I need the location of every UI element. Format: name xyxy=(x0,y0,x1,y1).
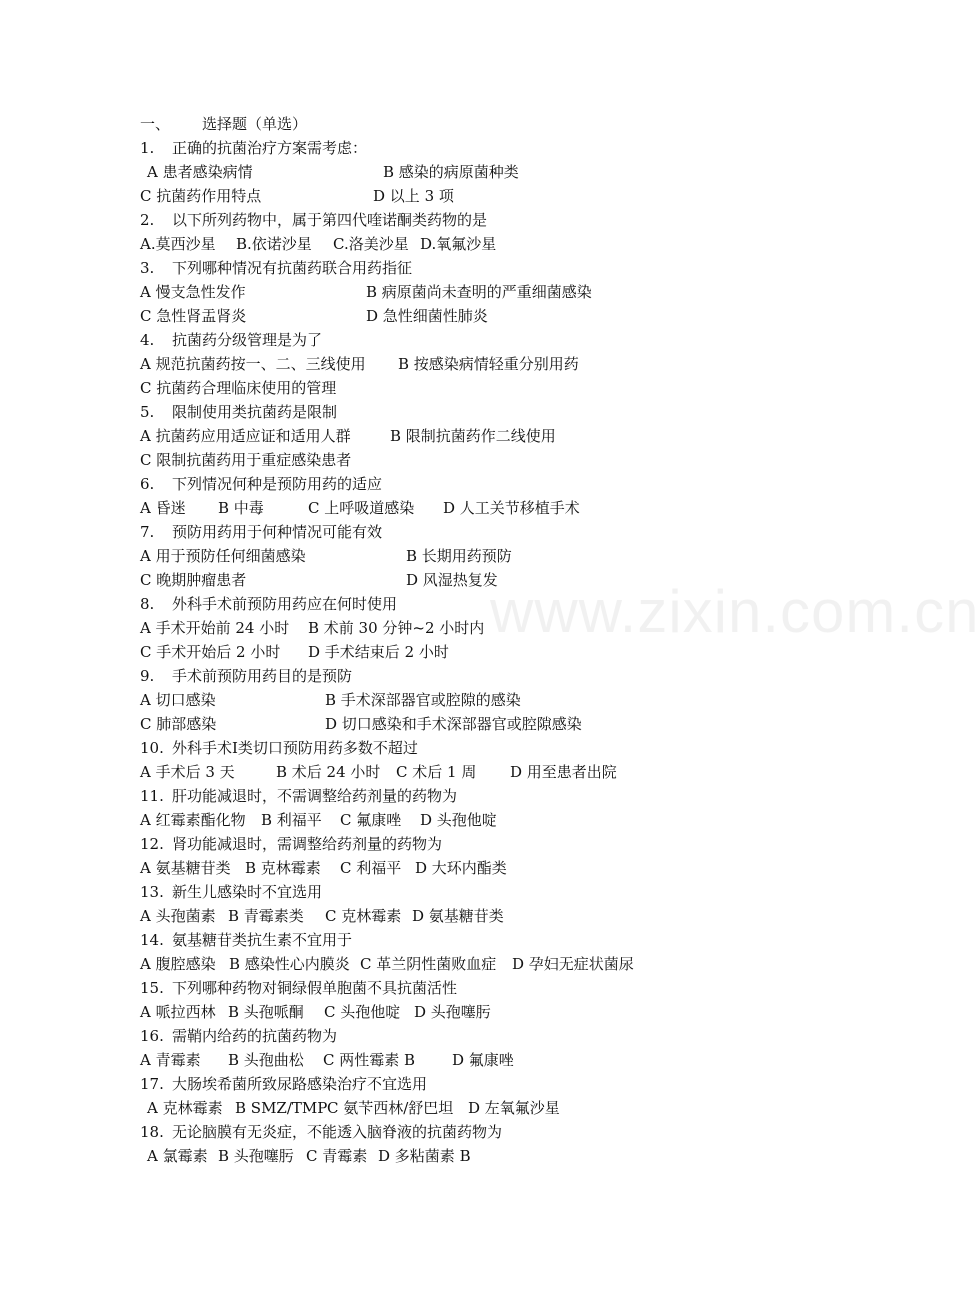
option-c: C 利福平 xyxy=(340,859,402,877)
question-text: 以下所列药物中，属于第四代喹诺酮类药物的是 xyxy=(172,211,488,229)
option-a: A 用于预防任何细菌感染 xyxy=(140,547,306,565)
option-c: C 抗菌药作用特点 xyxy=(140,187,262,205)
option-a: A 昏迷 xyxy=(140,499,186,517)
question-stem xyxy=(140,400,337,424)
option-b: B 头孢曲松 xyxy=(228,1051,304,1069)
option-c: C 青霉素 xyxy=(306,1147,368,1165)
option-d: D 头孢噻肟 xyxy=(414,1003,491,1021)
question-text: 正确的抗菌治疗方案需考虑： xyxy=(172,139,368,157)
option-d: D 急性细菌性肺炎 xyxy=(366,307,488,325)
option-b: B 限制抗菌药作二线使用 xyxy=(390,427,556,445)
option-d: D 孕妇无症状菌尿 xyxy=(512,955,634,973)
question-text: 氨基糖苷类抗生素不宜用于 xyxy=(172,931,353,949)
question-stem xyxy=(140,976,457,1000)
option-d: D 风湿热复发 xyxy=(406,571,498,589)
option-a: A 切口感染 xyxy=(140,691,216,709)
question-number: 16. xyxy=(140,1027,164,1045)
question-number: 2. xyxy=(140,211,155,229)
question-text: 新生儿感染时不宜选用 xyxy=(172,883,323,901)
option-a: A 手术开始前 24 小时 xyxy=(140,619,290,637)
question-number: 7. xyxy=(140,523,155,541)
option-d: D.氧氟沙星 xyxy=(420,235,497,253)
question-stem xyxy=(140,1072,427,1096)
question-stem xyxy=(140,1024,337,1048)
option-d: D 头孢他啶 xyxy=(420,811,497,829)
option-c: C 两性霉素 B xyxy=(323,1051,416,1069)
question-text: 肾功能减退时，需调整给药剂量的药物为 xyxy=(172,835,443,853)
option-a: A 手术后 3 天 xyxy=(140,763,235,781)
question-number: 4. xyxy=(140,331,155,349)
option-b: B 青霉素类 xyxy=(228,907,304,925)
question-text: 外科手术Ⅰ类切口预防用药多数不超过 xyxy=(172,739,418,757)
option-c: C 抗菌药合理临床使用的管理 xyxy=(140,379,337,397)
option-c: C 革兰阴性菌败血症 xyxy=(360,955,497,973)
option-a: A 抗菌药应用适应证和适用人群 xyxy=(140,427,351,445)
option-c: C 手术开始后 2 小时 xyxy=(140,643,281,661)
question-number: 10. xyxy=(140,739,164,757)
option-a: A 患者感染病情 xyxy=(147,163,253,181)
question-text: 下列哪种药物对铜绿假单胞菌不具抗菌活性 xyxy=(172,979,458,997)
option-a: A.莫西沙星 xyxy=(140,235,216,253)
option-b: B SMZ/TMP xyxy=(235,1099,328,1117)
question-stem xyxy=(140,928,352,952)
option-c: C 氟康唑 xyxy=(340,811,402,829)
option-a: A 克林霉素 xyxy=(147,1099,223,1117)
question-text: 预防用药用于何种情况可能有效 xyxy=(172,523,383,541)
option-a: A 规范抗菌药按一、二、三线使用 xyxy=(140,355,366,373)
option-d: D 人工关节移植手术 xyxy=(443,499,580,517)
option-c: C 晚期肿瘤患者 xyxy=(140,571,247,589)
question-stem xyxy=(140,784,457,808)
question-stem xyxy=(140,136,367,160)
question-number: 18. xyxy=(140,1123,164,1141)
option-b: B 按感染病情轻重分别用药 xyxy=(398,355,579,373)
question-number: 5. xyxy=(140,403,155,421)
question-text: 外科手术前预防用药应在何时使用 xyxy=(172,595,398,613)
option-b: B 病原菌尚未查明的严重细菌感染 xyxy=(366,283,592,301)
question-number: 6. xyxy=(140,475,155,493)
question-stem xyxy=(140,1120,502,1144)
question-stem xyxy=(140,832,442,856)
question-number: 8. xyxy=(140,595,155,613)
option-b: B 中毒 xyxy=(218,499,264,517)
option-a: A 氨基糖苷类 xyxy=(140,859,231,877)
question-number: 15. xyxy=(140,979,164,997)
option-d: D 手术结束后 2 小时 xyxy=(308,643,449,661)
question-number: 17. xyxy=(140,1075,164,1093)
question-text: 下列情况何种是预防用药的适应 xyxy=(172,475,383,493)
option-c: C 氨苄西林/舒巴坦 xyxy=(327,1099,454,1117)
option-b: B 头孢噻肟 xyxy=(218,1147,294,1165)
section-title: 选择题（单选） xyxy=(202,115,308,133)
option-d: D 氨基糖苷类 xyxy=(412,907,504,925)
option-d: D 切口感染和手术深部器官或腔隙感染 xyxy=(325,715,582,733)
watermark: www.zixin.com.cn xyxy=(490,578,979,645)
option-a: A 腹腔感染 xyxy=(140,955,216,973)
question-text: 无论脑膜有无炎症，不能透入脑脊液的抗菌药物为 xyxy=(172,1123,503,1141)
option-b: B 克林霉素 xyxy=(245,859,321,877)
question-number: 9. xyxy=(140,667,155,685)
question-stem xyxy=(140,880,322,904)
question-stem xyxy=(140,208,487,232)
option-c: C 术后 1 周 xyxy=(396,763,477,781)
question-stem xyxy=(140,256,412,280)
question-stem xyxy=(140,472,382,496)
option-a: A 慢支急性发作 xyxy=(140,283,246,301)
question-number: 13. xyxy=(140,883,164,901)
question-text: 需鞘内给药的抗菌药物为 xyxy=(172,1027,338,1045)
option-a: A 头孢菌素 xyxy=(140,907,216,925)
question-number: 14. xyxy=(140,931,164,949)
option-a: A 哌拉西林 xyxy=(140,1003,216,1021)
option-b: B.依诺沙星 xyxy=(236,235,312,253)
question-text: 抗菌药分级管理是为了 xyxy=(172,331,323,349)
question-text: 手术前预防用药目的是预防 xyxy=(172,667,353,685)
option-c: C 克林霉素 xyxy=(325,907,402,925)
option-d: D 用至患者出院 xyxy=(510,763,617,781)
question-stem xyxy=(140,592,397,616)
option-d: D 多粘菌素 B xyxy=(378,1147,471,1165)
option-d: D 氟康唑 xyxy=(452,1051,514,1069)
option-b: B 利福平 xyxy=(261,811,322,829)
option-c: C 肺部感染 xyxy=(140,715,217,733)
question-number: 1. xyxy=(140,139,155,157)
question-stem xyxy=(140,328,322,352)
option-c: C.洛美沙星 xyxy=(333,235,409,253)
option-b: B 头孢哌酮 xyxy=(228,1003,304,1021)
question-stem xyxy=(140,664,352,688)
question-stem xyxy=(140,736,418,760)
option-b: B 术前 30 分钟~2 小时内 xyxy=(308,619,485,637)
option-a: A 青霉素 xyxy=(140,1051,201,1069)
option-b: B 长期用药预防 xyxy=(406,547,512,565)
section-number: 一、 xyxy=(140,115,171,133)
option-b: B 感染的病原菌种类 xyxy=(383,163,519,181)
option-a: A 红霉素酯化物 xyxy=(140,811,246,829)
question-text: 肝功能减退时，不需调整给药剂量的药物为 xyxy=(172,787,458,805)
option-c: C 上呼吸道感染 xyxy=(308,499,415,517)
question-number: 11. xyxy=(140,787,164,805)
option-b: B 术后 24 小时 xyxy=(276,763,381,781)
option-a: A 氯霉素 xyxy=(147,1147,208,1165)
option-d: D 左氧氟沙星 xyxy=(468,1099,560,1117)
question-text: 大肠埃希菌所致尿路感染治疗不宜选用 xyxy=(172,1075,428,1093)
option-d: D 以上 3 项 xyxy=(373,187,454,205)
option-d: D 大环内酯类 xyxy=(415,859,507,877)
question-number: 12. xyxy=(140,835,164,853)
question-text: 限制使用类抗菌药是限制 xyxy=(172,403,338,421)
question-text: 下列哪种情况有抗菌药联合用药指征 xyxy=(172,259,413,277)
option-b: B 感染性心内膜炎 xyxy=(229,955,350,973)
section-heading xyxy=(140,112,307,136)
option-b: B 手术深部器官或腔隙的感染 xyxy=(325,691,521,709)
option-c: C 限制抗菌药用于重症感染患者 xyxy=(140,451,352,469)
question-stem xyxy=(140,520,382,544)
option-c: C 头孢他啶 xyxy=(324,1003,401,1021)
question-number: 3. xyxy=(140,259,155,277)
option-c: C 急性肾盂肾炎 xyxy=(140,307,247,325)
